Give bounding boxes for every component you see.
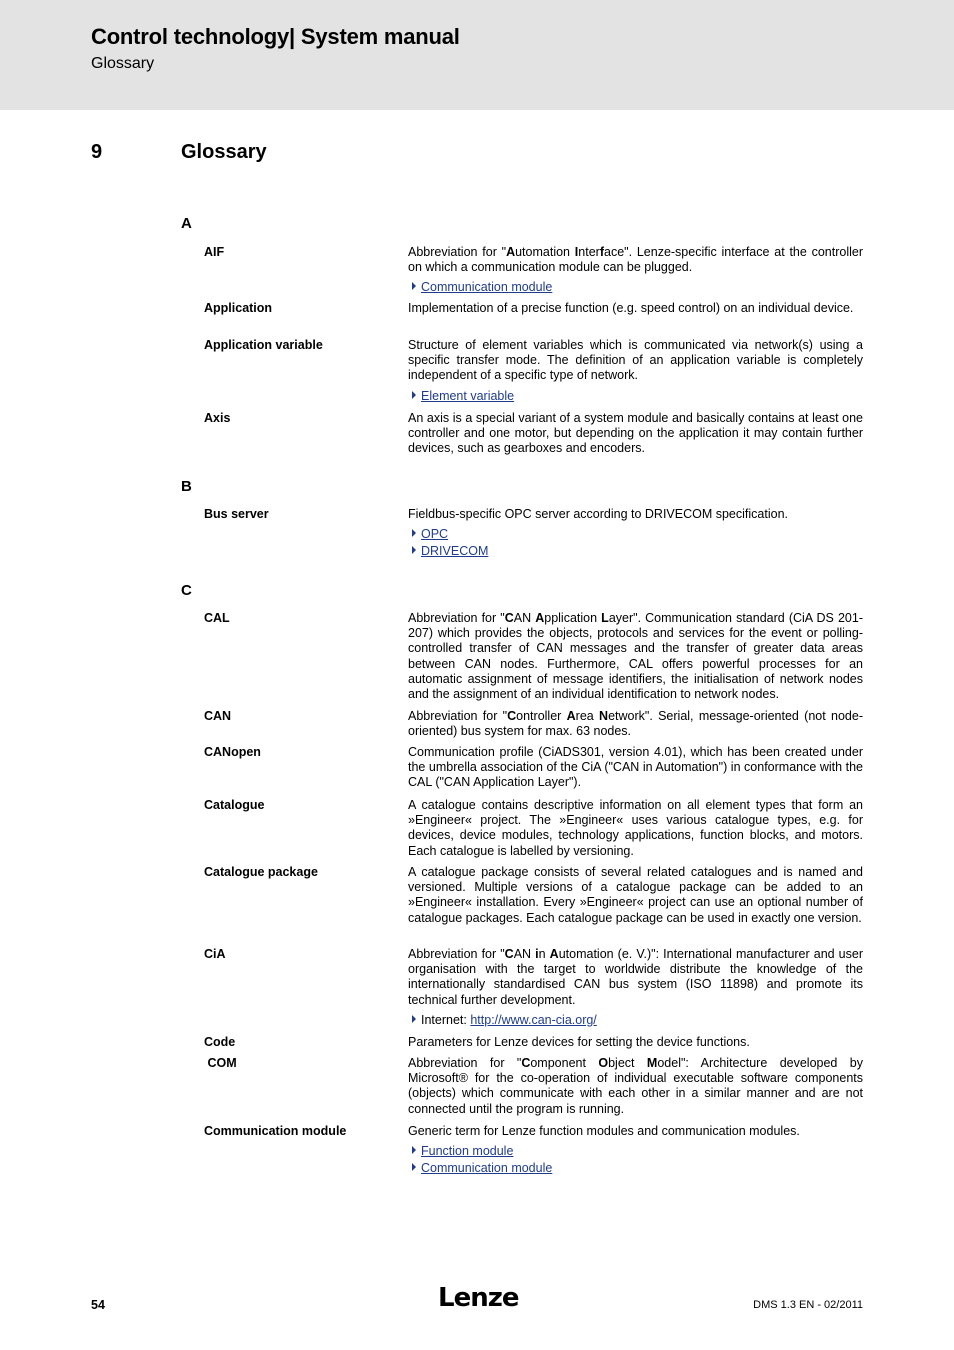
- definition-catalogue-package: A catalogue package consists of several related catalogues and is named and versioned. Multiple versions of a catalogue package can be added to an »Engineer« installation. Every »Engineer« project can use an optional number of catalogue packages. Each catalogue package can be used in exactly one version.: [408, 865, 863, 925]
- arrow-icon: [412, 1015, 416, 1023]
- arrow-icon: [412, 529, 416, 537]
- definition-can: Abbreviation for "Controller Area Network". Serial, message-oriented (not node-oriented) bus system for max. 63 nodes.: [408, 709, 863, 739]
- lenze-logo: Lenze: [438, 1283, 519, 1313]
- chapter-number: 9: [91, 141, 103, 163]
- term-com: COM: [204, 1056, 237, 1070]
- definition-axis: An axis is a special variant of a system module and basically contains at least one controller and one motor, but depending on the application it may contain further devices, such as gearboxes and encoders.: [408, 411, 863, 456]
- term-axis: Axis: [204, 411, 231, 425]
- document-reference: DMS 1.3 EN - 02/2011: [753, 1299, 863, 1311]
- arrow-icon: [412, 282, 416, 290]
- page-header: [0, 0, 954, 110]
- definition-com: Abbreviation for "Component Object Model": Architecture developed by Microsoft® for the co-operation of individual executable software components (objects) which communicate with each other in a similar manner and are not connected until the program is running.: [408, 1056, 863, 1116]
- definition-code: Parameters for Lenze devices for setting the device functions.: [408, 1035, 750, 1049]
- term-aif: AIF: [204, 245, 225, 259]
- term-communication-module: Communication module: [204, 1124, 347, 1138]
- term-application: Application: [204, 301, 273, 315]
- term-canopen: CANopen: [204, 745, 261, 759]
- definition-communication-module: Generic term for Lenze function modules and communication modules.: [408, 1124, 800, 1138]
- term-catalogue: Catalogue: [204, 798, 265, 812]
- term-catalogue-package: Catalogue package: [204, 865, 318, 879]
- link-element-variable[interactable]: Element variable: [412, 389, 514, 403]
- link-drivecom[interactable]: DRIVECOM: [412, 544, 488, 558]
- definition-application-variable: Structure of element variables which is communicated via network(s) using a specific transfer mode. The definition of an application variable is completely independent of a specific type of network.: [408, 338, 863, 383]
- arrow-icon: [412, 546, 416, 554]
- definition-cia: Abbreviation for "CAN in Automation (e. V.)": International manufacturer and user organisation with the target to worldwide distribute the knowledge of the internationally standardised CAN bus system (ISO 11898) and promote its technical further development.: [408, 947, 863, 1007]
- arrow-icon: [412, 391, 416, 399]
- chapter-title: Glossary: [181, 141, 267, 163]
- definition-application: Implementation of a precise function (e.g. speed control) on an individual device.: [408, 301, 854, 315]
- link-communication-module-2[interactable]: Communication module: [412, 1161, 552, 1175]
- link-communication-module[interactable]: Communication module: [412, 280, 552, 294]
- definition-catalogue: A catalogue contains descriptive information on all element types that form an »Engineer« project. The »Engineer« uses various catalogue types, e.g. for devices, device modules, technology applications, function blocks, and motors. Each catalogue is labelled by versioning.: [408, 798, 863, 858]
- definition-bus-server: Fieldbus-specific OPC server according to DRIVECOM specification.: [408, 507, 788, 521]
- term-code: Code: [204, 1035, 236, 1049]
- section-letter-a: A: [181, 215, 192, 232]
- term-application-variable: Application variable: [204, 338, 323, 352]
- term-bus-server: Bus server: [204, 507, 269, 521]
- link-opc[interactable]: OPC: [412, 527, 448, 541]
- arrow-icon: [412, 1146, 416, 1154]
- section-subtitle: Glossary: [91, 55, 155, 72]
- link-cia-internet[interactable]: Internet: http://www.can-cia.org/: [412, 1013, 597, 1027]
- link-function-module[interactable]: Function module: [412, 1144, 513, 1158]
- term-cia: CiA: [204, 947, 226, 961]
- manual-title: Control technology| System manual: [91, 24, 460, 49]
- definition-canopen: Communication profile (CiADS301, version 4.01), which has been created under the umbrella association of the CiA ("CAN in Automation") in conformance with the CAL ("CAN Application Layer").: [408, 745, 863, 790]
- arrow-icon: [412, 1163, 416, 1171]
- term-cal: CAL: [204, 611, 230, 625]
- page-number: 54: [91, 1298, 105, 1312]
- section-letter-b: B: [181, 478, 192, 495]
- term-can: CAN: [204, 709, 232, 723]
- definition-aif: Abbreviation for "Automation Interface". Lenze-specific interface at the controller on which a communication module can be plugged.: [408, 245, 864, 275]
- section-letter-c: C: [181, 582, 192, 599]
- definition-cal: Abbreviation for "CAN Application Layer". Communication standard (CiA DS 201-207) which provides the objects, protocols and services for the event or polling-controlled transfer of CAN messages and the transfer of greater data areas between CAN nodes. Furthermore, CAL offers powerful processes for an automatic assignment of message identifiers, the initialisation of network nodes and the assignment of an individual identification to network nodes.: [408, 611, 864, 702]
